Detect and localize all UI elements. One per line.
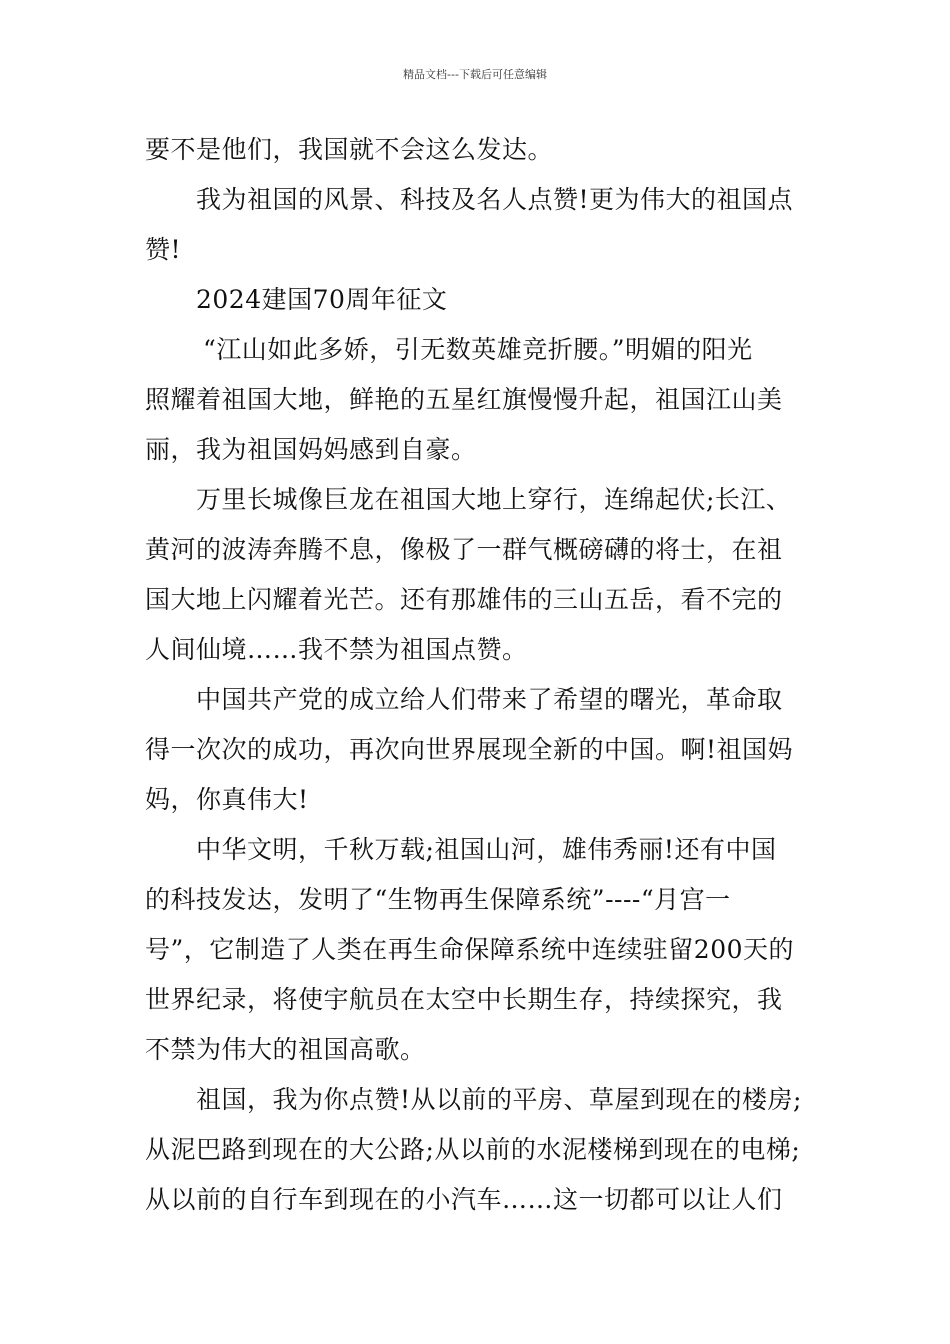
text-line: 黄河的波涛奔腾不息，像极了一群气概磅礴的将士，在祖 xyxy=(145,535,783,564)
text-line: 2024建国70周年征文 xyxy=(196,285,448,314)
text-line: 号”，它制造了人类在再生命保障系统中连续驻留200天的 xyxy=(145,935,795,964)
text-line: 世界纪录，将使宇航员在太空中长期生存，持续探究，我 xyxy=(145,985,783,1014)
text-line: 丽，我为祖国妈妈感到自豪。 xyxy=(145,435,477,464)
text-line: 万里长城像巨龙在祖国大地上穿行，连绵起伏;长江、 xyxy=(196,485,792,514)
text-line: 赞! xyxy=(145,235,182,264)
text-line: 照耀着祖国大地，鲜艳的五星红旗慢慢升起，祖国江山美 xyxy=(145,385,783,414)
text-line: 妈，你真伟大! xyxy=(145,785,309,814)
text-line: 得一次次的成功，再次向世界展现全新的中国。啊!祖国妈 xyxy=(145,735,794,764)
text-line: 国大地上闪耀着光芒。还有那雄伟的三山五岳，看不完的 xyxy=(145,585,783,614)
text-line: 要不是他们，我国就不会这么发达。 xyxy=(145,135,554,164)
page-header: 精品文档---下载后可任意编辑 xyxy=(403,68,547,81)
text-line: 不禁为伟大的祖国高歌。 xyxy=(145,1035,426,1064)
text-line: 人间仙境……我不禁为祖国点赞。 xyxy=(145,635,528,664)
text-line: 中华文明，千秋万载;祖国山河，雄伟秀丽!还有中国 xyxy=(196,835,777,864)
text-line: 祖国，我为你点赞!从以前的平房、草屋到现在的楼房; xyxy=(196,1085,802,1114)
text-line: 我为祖国的风景、科技及名人点赞!更为伟大的祖国点 xyxy=(196,185,794,214)
text-line: 从泥巴路到现在的大公路;从以前的水泥楼梯到现在的电梯; xyxy=(145,1135,801,1164)
text-line: 的科技发达，发明了“生物再生保障系统”----“月宫一 xyxy=(145,885,731,914)
text-line: 从以前的自行车到现在的小汽车……这一切都可以让人们 xyxy=(145,1185,783,1214)
text-line: 中国共产党的成立给人们带来了希望的曙光，革命取 xyxy=(196,685,783,714)
text-line: “江山如此多娇，引无数英雄竞折腰。”明媚的阳光 xyxy=(203,335,753,364)
